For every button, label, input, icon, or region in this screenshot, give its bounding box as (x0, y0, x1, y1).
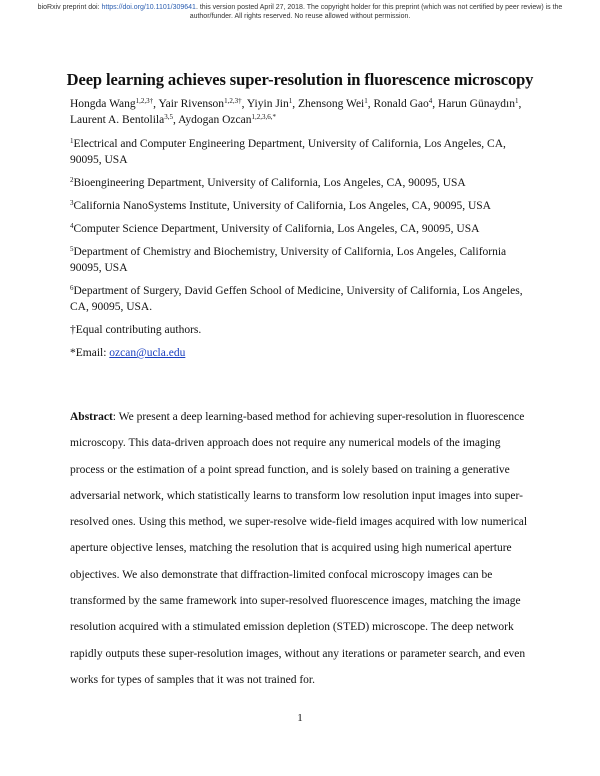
email-link[interactable]: ozcan@ucla.edu (109, 347, 186, 359)
author-name: Yair Rivenson (158, 98, 225, 110)
author-affil-marker: 1 (515, 97, 519, 105)
page-number: 1 (297, 712, 303, 724)
author-affil-marker: 1,2,3† (135, 97, 154, 105)
affiliation (70, 176, 532, 192)
affiliation-number: 6 (70, 284, 74, 292)
corresponding-email (70, 346, 532, 362)
author-affil-marker: 3,5 (164, 112, 173, 121)
affiliation-number: 4 (70, 222, 74, 230)
author-affil-marker: 1,2,3,6,* (251, 112, 276, 121)
author-name: Ronald Gao (373, 98, 429, 110)
affiliation-number: 1 (70, 137, 74, 145)
author-affil-marker: 1,2,3† (224, 97, 242, 105)
abstract-label: Abstract (70, 411, 113, 423)
equal-contribution-note: †Equal contributing authors. (70, 324, 202, 336)
header-prefix: bioRxiv preprint doi: (37, 4, 102, 11)
author-name: Hongda Wang (70, 98, 136, 110)
paper-title: Deep learning achieves super-resolution in fluorescence microscopy (66, 70, 534, 89)
author-affil-marker: 4 (428, 97, 433, 105)
author-affil-marker: 1 (288, 97, 293, 105)
author-list: Hongda Wang$^{1,2,3\dagger}$, Yair Rivenson$^{1,2,3\dagger}$, Yiyin Jin$^1$, Zhensong Wei$^1$, Ronald Gao$^4$, Harun Günaydın$^1$, Laurent A. Bentolila$^{3,5}$, Aydogan Ozcan$^{1,2,3,6,*}$ (70, 97, 522, 126)
affiliation (70, 222, 532, 238)
preprint-header (20, 3, 580, 21)
affiliation-text: Computer Science Department, University of California, Los Angeles, CA, 90095, USA (73, 223, 480, 235)
email-label: *Email: (70, 347, 110, 359)
affiliation-number: 5 (70, 245, 74, 253)
author-name: Laurent A. Bentolila (70, 113, 165, 126)
affiliation-text: California NanoSystems Institute, University of California, Los Angeles, CA, 90095, USA (73, 200, 491, 212)
abstract-text: : We present a deep learning-based method for achieving super-resolution in fluorescence microscopy. This data-driven approach does not require any numerical models of the imaging process or the estimation of a point spread function, and is solely based on training a generative adversarial network, which statistically learns to transform low resolution input images into super-resolved ones. Using this method, we super-resolve wide-field images acquired with low numerical aperture objective lenses, matching the resolution that is acquired using high numerical aperture objectives. We also demonstrate that diffraction-limited confocal microscopy images can be transformed by the same framework into super-resolved fluorescence images, matching the image resolution acquired with a stimulated emission depletion (STED) microscope. The deep network rapidly outputs these super-resolution images, without any iterations or parameter search, and even works for types of samples that it was not trained for. (70, 411, 528, 686)
affiliation (70, 284, 532, 315)
header-suffix: . this version posted April 27, 2018. The copyright holder for this preprint (which was not certified by peer review) is the author/funder. All rights reserved. No reuse allowed without permission. (189, 4, 563, 20)
abstract (70, 404, 532, 693)
author-name: Yiyin Jin (246, 98, 289, 110)
author-name: Harun Günaydın (438, 98, 515, 110)
affiliation (70, 137, 532, 168)
affiliation-text: Electrical and Computer Engineering Department, University of California, Los Angeles, CA, 90095, USA (70, 138, 506, 166)
affiliation-text: Department of Surgery, David Geffen School of Medicine, University of California, Los Angeles, CA, 90095, USA. (70, 285, 523, 313)
affiliation-text: Department of Chemistry and Biochemistry, University of California, Los Angeles, California 90095, USA (70, 246, 507, 274)
affiliation-number: 2 (70, 176, 74, 184)
affiliation (70, 245, 532, 276)
affiliation-number: 3 (70, 199, 74, 207)
author-name: Aydogan Ozcan (178, 113, 252, 126)
affiliation (70, 199, 532, 215)
author-name: Zhensong Wei (298, 98, 365, 110)
author-affil-marker: 1 (364, 97, 368, 105)
affiliation-text: Bioengineering Department, University of California, Los Angeles, CA, 90095, USA (73, 177, 466, 189)
doi-link[interactable]: https://doi.org/10.1101/309641 (101, 4, 196, 11)
